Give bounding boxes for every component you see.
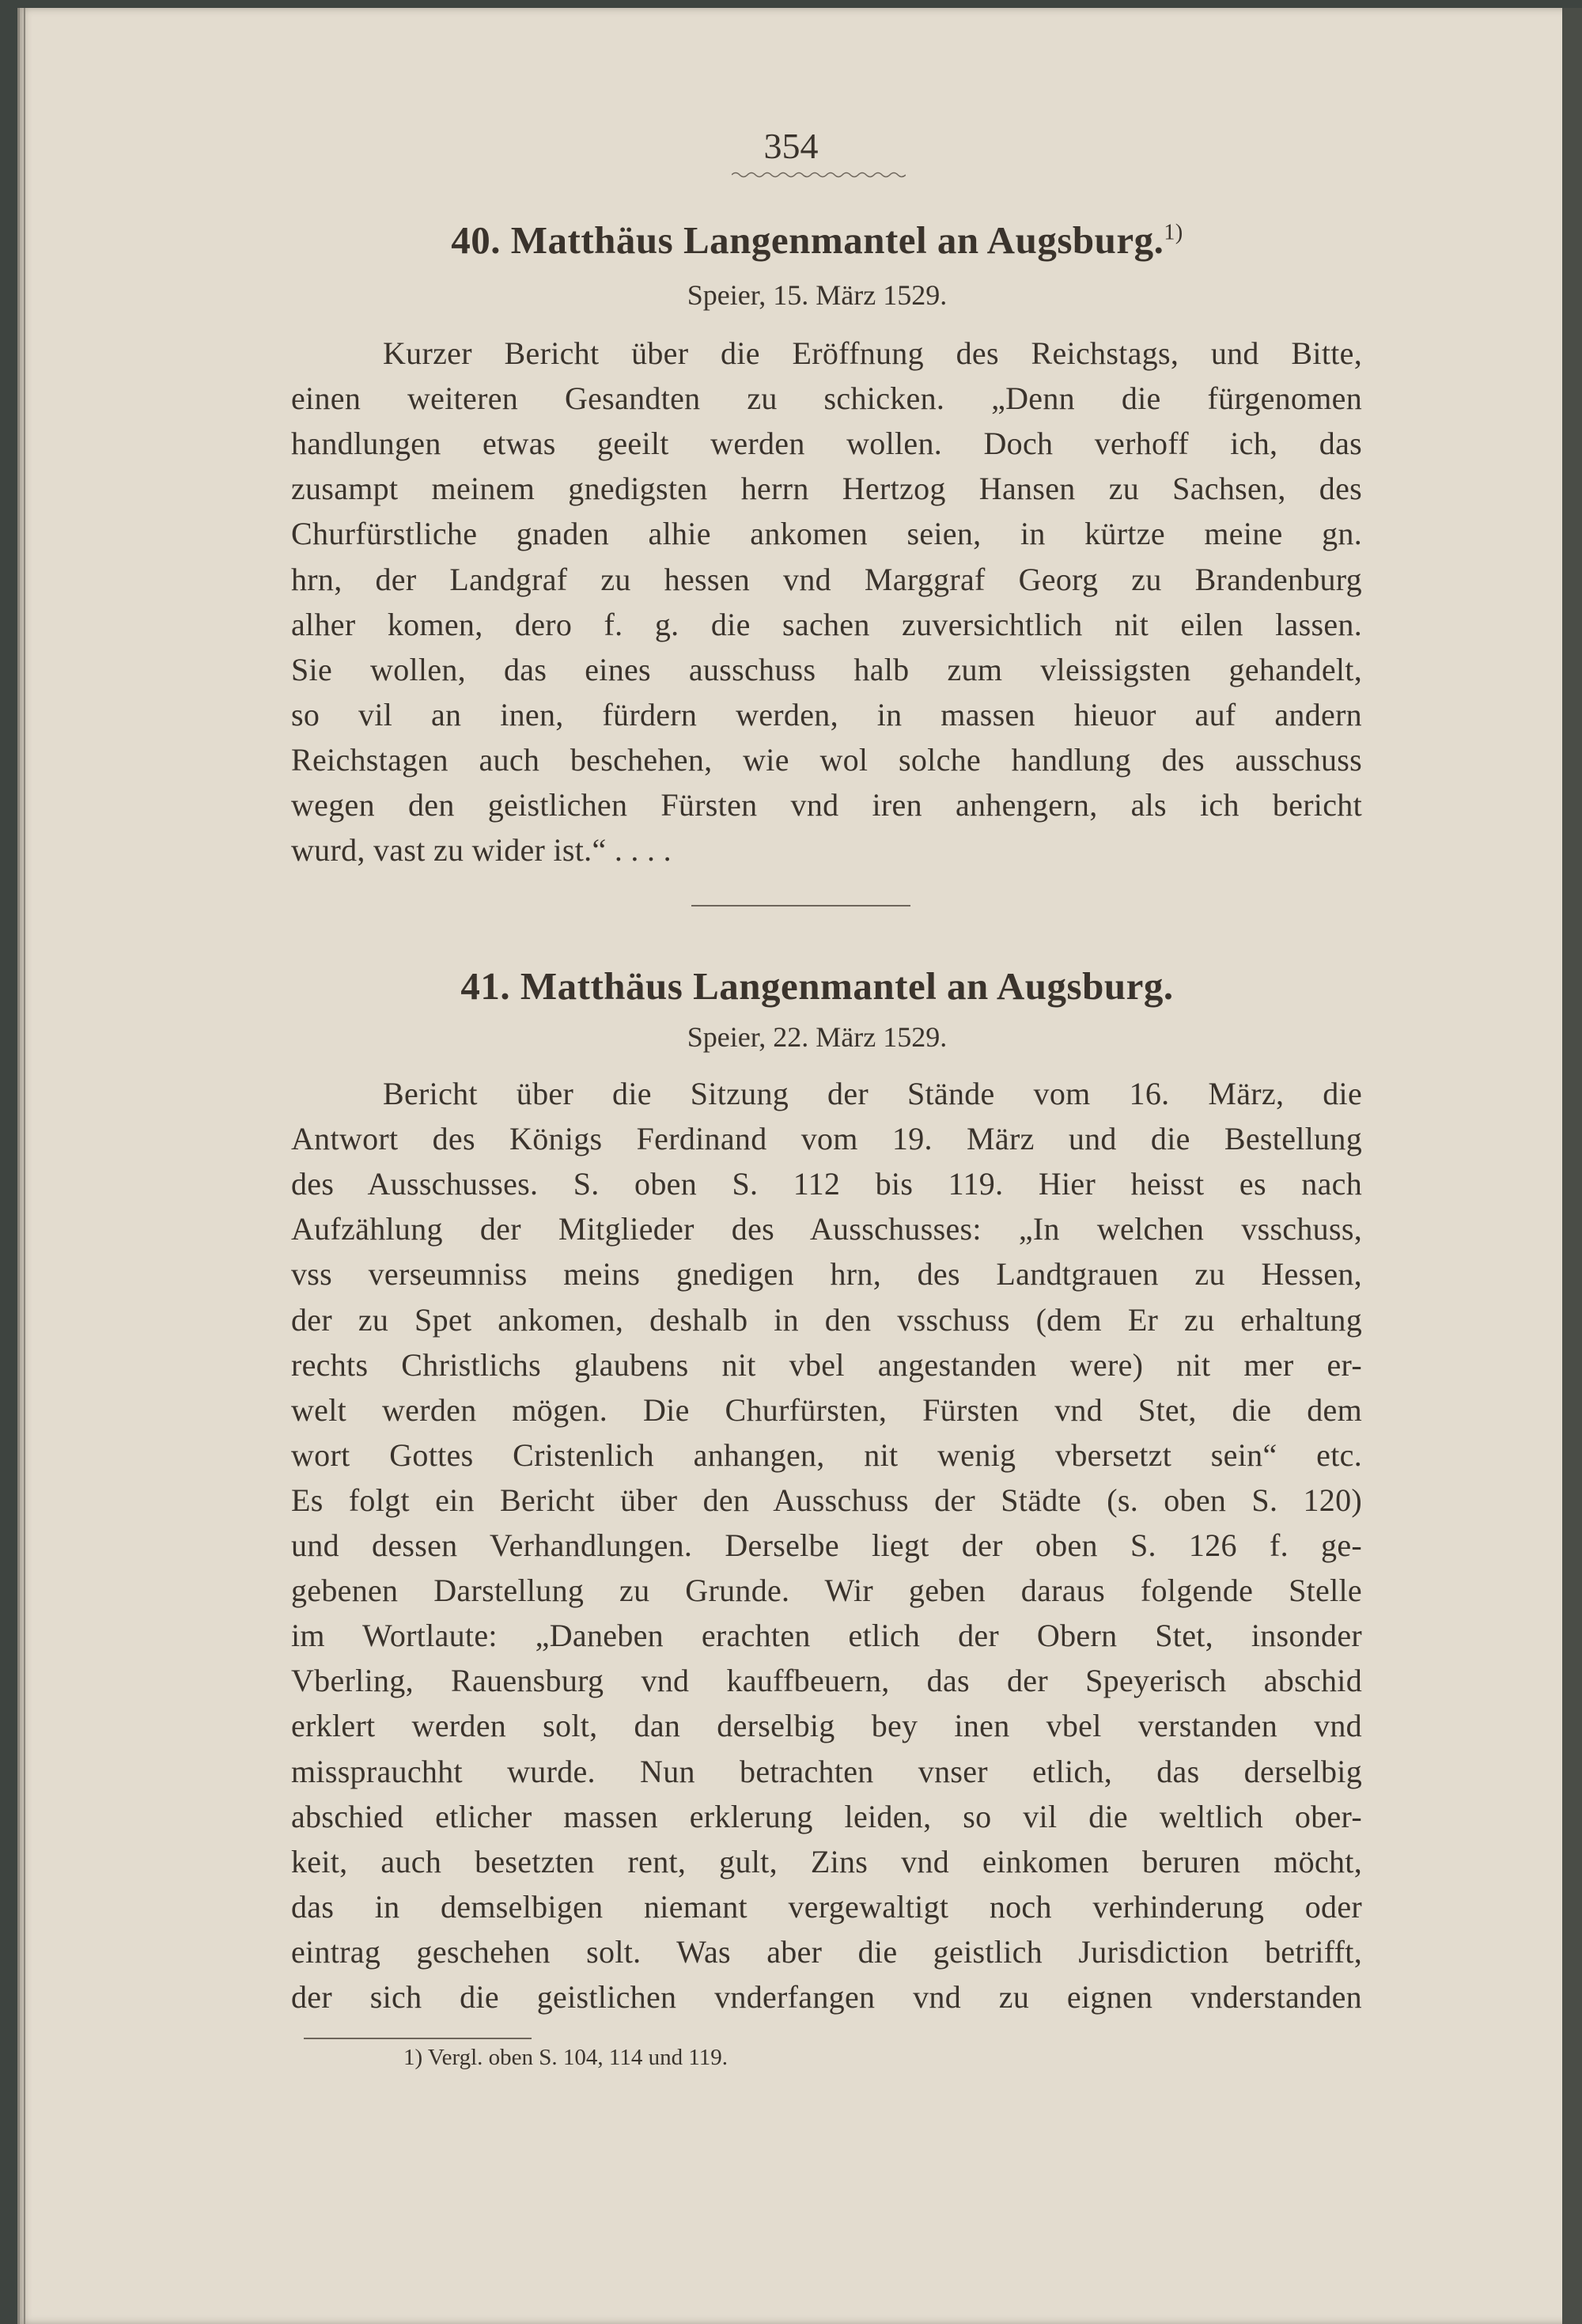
footnote-marker: 1) bbox=[1164, 220, 1183, 245]
page-number: 354 bbox=[763, 126, 819, 166]
text-line: der zu Spet ankomen, deshalb in den vsschuss (dem Er zu erhaltung bbox=[291, 1301, 1362, 1338]
text-line: Antwort des Königs Ferdinand vom 19. März und die Bestellung bbox=[291, 1121, 1362, 1157]
page-edge bbox=[24, 8, 25, 2324]
text-line: einen weiteren Gesandten zu schicken. „Denn die fürgenomen bbox=[291, 380, 1362, 417]
text-line: handlungen etwas geeilt werden wollen. Doch verhoff ich, das bbox=[291, 426, 1362, 462]
page-edge bbox=[17, 8, 20, 2324]
section-divider bbox=[691, 905, 910, 907]
page-edge-right bbox=[1562, 8, 1582, 2324]
section-date-40: Speier, 15. März 1529. bbox=[687, 279, 948, 311]
section-heading-41: 41. Matthäus Langenmantel an Augsburg. bbox=[460, 964, 1174, 1008]
text-line: das in demselbigen niemant vergewaltigt noch verhinderung oder bbox=[291, 1888, 1362, 1925]
text-line: vss verseumniss meins gnedigen hrn, des Landtgrauen zu Hessen, bbox=[291, 1256, 1362, 1293]
text-line: der sich die geistlichen vnderfangen vnd zu eignen vnderstanden bbox=[291, 1979, 1362, 2015]
text-line: gebenen Darstellung zu Grunde. Wir geben daraus folgende Stelle bbox=[291, 1573, 1362, 1609]
section-date-41: Speier, 22. März 1529. bbox=[687, 1021, 948, 1053]
text-line: Kurzer Bericht über die Eröffnung des Reichstags, und Bitte, bbox=[383, 335, 1362, 371]
text-line: erklert werden solt, dan derselbig bey inen vbel verstanden vnd bbox=[291, 1708, 1362, 1744]
footnote: 1) Vergl. oben S. 104, 114 und 119. bbox=[403, 2045, 729, 2070]
text-line: alher komen, dero f. g. die sachen zuversichtlich nit eilen lassen. bbox=[291, 606, 1362, 642]
text-line: eintrag geschehen solt. Was aber die geistlich Jurisdiction betrifft, bbox=[291, 1933, 1362, 1970]
text-line: Bericht über die Sitzung der Stände vom 16. März, die bbox=[383, 1076, 1362, 1111]
text-line: wurd, vast zu wider ist.“ . . . . bbox=[291, 832, 672, 869]
text-line: Reichstagen auch beschehen, wie wol solche handlung des ausschuss bbox=[291, 741, 1362, 778]
text-line: im Wortlaute: „Daneben erachten etlich der Obern Stet, insonder bbox=[291, 1618, 1362, 1654]
text-line: Churfürstliche gnaden alhie ankomen seien, in kürtze meine gn. bbox=[291, 516, 1362, 552]
text-line: welt werden mögen. Die Churfürsten, Fürsten vnd Stet, die dem bbox=[291, 1391, 1362, 1428]
text-line: wegen den geistlichen Fürsten vnd iren anhengern, als ich bericht bbox=[291, 787, 1362, 823]
text-line: Aufzählung der Mitglieder des Ausschusses: „In welchen vsschuss, bbox=[291, 1211, 1362, 1247]
text-line: abschied etlicher massen erklerung leiden, so vil die weltlich ober- bbox=[291, 1798, 1362, 1834]
text-line: Sie wollen, das eines ausschuss halb zum vleissigsten gehandelt, bbox=[291, 651, 1362, 687]
page-number-ornament bbox=[732, 171, 906, 179]
text-line: wort Gottes Cristenlich anhangen, nit wenig vbersetzt sein“ etc. bbox=[291, 1436, 1362, 1473]
text-line: Vberling, Rauensburg vnd kauffbeuern, das der Speyerisch abschid bbox=[291, 1663, 1362, 1699]
text-line: so vil an inen, fürdern werden, in massen hieuor auf andern bbox=[291, 696, 1362, 732]
text-line: des Ausschusses. S. oben S. 112 bis 119. Hier heisst es nach bbox=[291, 1166, 1362, 1202]
text-line: missprauchht wurde. Nun betrachten vnser etlich, das derselbig bbox=[291, 1753, 1362, 1789]
text-line: hrn, der Landgraf zu hessen vnd Marggraf Georg zu Brandenburg bbox=[291, 561, 1362, 597]
text-line: keit, auch besetzten rent, gult, Zins vnd einkomen beruren möcht, bbox=[291, 1843, 1362, 1879]
text-line: zusampt meinem gnedigsten herrn Hertzog Hansen zu Sachsen, des bbox=[291, 471, 1362, 507]
footnote-divider bbox=[304, 2038, 532, 2039]
heading-text: 40. Matthäus Langenmantel an Augsburg. bbox=[451, 218, 1164, 262]
text-line: und dessen Verhandlungen. Derselbe liegt der oben S. 126 f. ge- bbox=[291, 1527, 1362, 1563]
text-line: Es folgt ein Bericht über den Ausschuss der Städte (s. oben S. 120) bbox=[291, 1482, 1362, 1518]
text-line: rechts Christlichs glaubens nit vbel angestanden were) nit mer er- bbox=[291, 1346, 1362, 1383]
section-heading-40 bbox=[0, 218, 1582, 263]
